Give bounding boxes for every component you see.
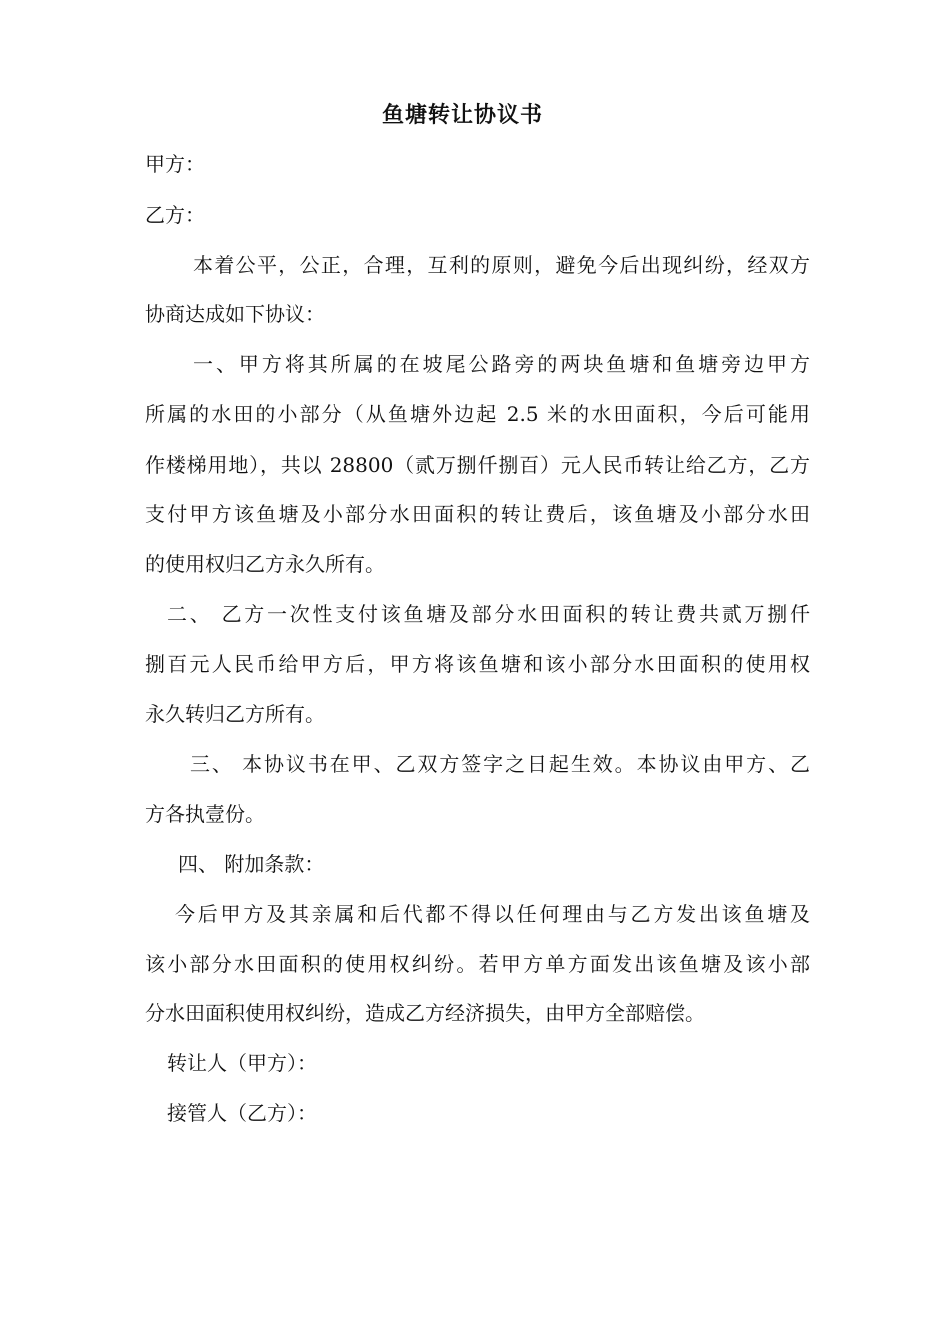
clause1-line-2: 所属的水田的小部分（从鱼塘外边起 2.5 米的水田面积，今后可能用 bbox=[145, 402, 810, 426]
intro-line-2: 协商达成如下协议： bbox=[145, 302, 325, 326]
clause3-line-1: 三、 本协议书在甲、乙双方签字之日起生效。本协议由甲方、乙 bbox=[190, 752, 810, 776]
clause4-line-1: 今后甲方及其亲属和后代都不得以任何理由与乙方发出该鱼塘及 bbox=[175, 902, 810, 926]
clause4-line-3: 分水田面积使用权纠纷，造成乙方经济损失，由甲方全部赔偿。 bbox=[145, 1001, 705, 1025]
clause1-line-4: 支付甲方该鱼塘及小部分水田面积的转让费后，该鱼塘及小部分水田 bbox=[145, 502, 810, 526]
clause1-line-5: 的使用权归乙方永久所有。 bbox=[145, 552, 385, 576]
clause4-line-2: 该小部分水田面积的使用权纠纷。若甲方单方面发出该鱼塘及该小部 bbox=[145, 952, 810, 976]
clause2-line-1: 二、 乙方一次性支付该鱼塘及部分水田面积的转让费共贰万捌仟 bbox=[167, 602, 810, 626]
intro-line-1: 本着公平，公正，合理，互利的原则，避免今后出现纠纷，经双方 bbox=[193, 253, 810, 277]
clause1-line-1: 一、甲方将其所属的在坡尾公路旁的两块鱼塘和鱼塘旁边甲方 bbox=[193, 352, 810, 376]
signature-receiver: 接管人（乙方）： bbox=[167, 1101, 317, 1125]
party-a-label: 甲方： bbox=[145, 152, 205, 176]
clause2-line-3: 永久转归乙方所有。 bbox=[145, 702, 325, 726]
document-title: 鱼塘转让协议书 bbox=[381, 102, 543, 128]
clause1-line-3: 作楼梯用地），共以 28800（贰万捌仟捌百）元人民币转让给乙方，乙方 bbox=[145, 453, 810, 477]
clause2-line-2: 捌百元人民币给甲方后，甲方将该鱼塘和该小部分水田面积的使用权 bbox=[145, 652, 810, 676]
party-b-label: 乙方： bbox=[145, 203, 205, 227]
clause4-heading: 四、 附加条款： bbox=[178, 852, 325, 876]
clause3-line-2: 方各执壹份。 bbox=[145, 802, 265, 826]
signature-transferor: 转让人（甲方）： bbox=[167, 1051, 317, 1075]
